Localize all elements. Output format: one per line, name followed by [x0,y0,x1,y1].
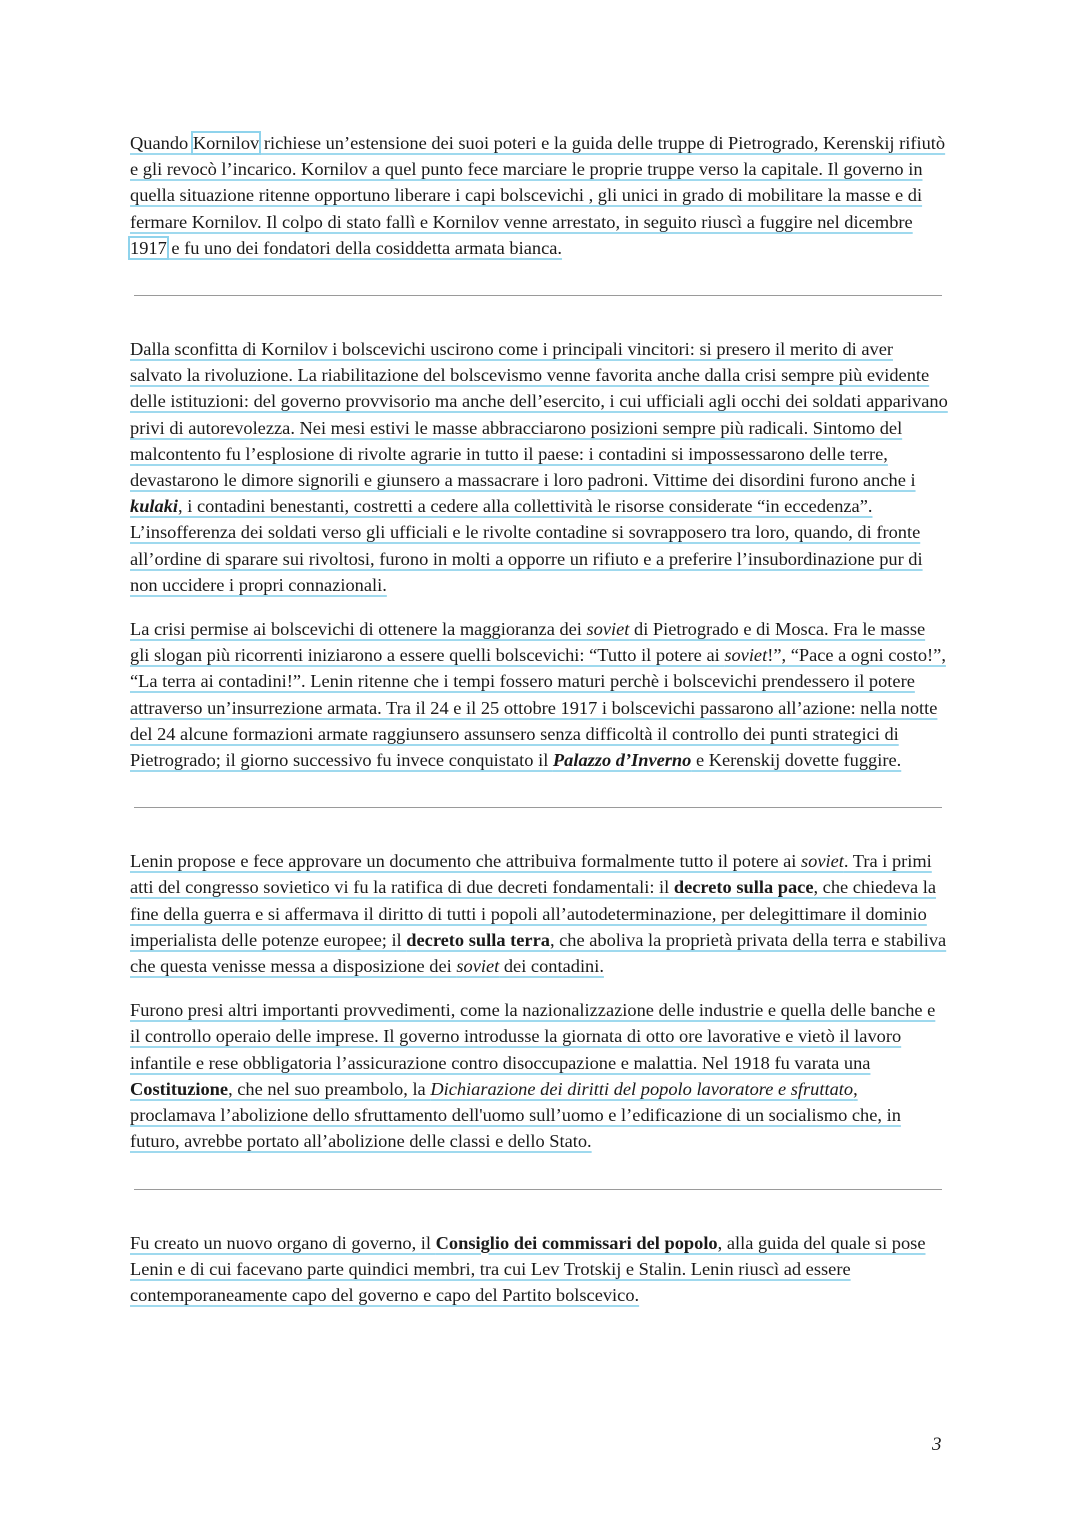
paragraph-bolshevik-victory: Dalla sconfitta di Kornilov i bolscevichi uscirono come i principali vincitori: si presero il merito di aver salvato la rivoluzione. La riabilitazione del bolscevismo venne favorita anche dalla crisi sempre più evidente delle istituzioni: del governo provvisorio ma anche dell’esercito, i cui ufficiali agli occhi dei soldati apparivano privi di autorevolezza. Nei mesi estivi le masse abbracciarono posizioni sempre più radicali. Sintomo del malcontento fu l’esplosione di rivolte agrarie in tutto il paese: i contadini si impossessarono delle terre, devastarono le dimore signorili e giunsero a massacrare i loro padroni. Vittime dei disordini furono anche i kulaki, i contadini benestanti, costretti a cedere alla collettività le risorse considerate “in eccedenza”. L’insofferenza dei soldati verso gli ufficiali e le rivolte contadine si sovrapposero tra loro, quando, di fronte all’ordine di sparare sui rivoltosi, furono in molti a opporre un rifiuto e a preferire l’insubordinazione pur di non uccidere i propri connazionali. [130,339,948,595]
paragraph-council: Fu creato un nuovo organo di governo, il Consiglio dei commissari del popolo, alla guida del quale si pose Lenin e di cui facevano parte quindici membri, tra cui Lev Trotskij e Stalin. Lenin riuscì ad essere contemporaneamente capo del governo e capo del Partito bolscevico. [130,1232,926,1305]
document-page [130,130,948,1308]
page-number: 3 [932,1434,942,1455]
section-3 [130,848,948,1154]
section-2 [130,336,948,773]
paragraph-constitution: Furono presi altri importanti provvedimenti, come la nazionalizzazione delle industrie e quella delle banche e il controllo operaio delle imprese. Il governo introdusse la giornata di otto ore lavorative e vietò il lavoro infantile e rese obbligatoria l’assicurazione contro disoccupazione e malattia. Nel 1918 fu varata una Costituzione, che nel suo preambolo, la Dichiarazione dei diritti del popolo lavoratore e sfruttato, proclamava l’abolizione dello sfruttamento dell'uomo sull’uomo e l’edificazione di un socialismo che, in futuro, avrebbe portato all’abolizione delle classi e dello Stato. [130,1000,936,1152]
section-1 [130,130,948,261]
paragraph-kornilov: Quando Kornilov richiese un’estensione dei suoi poteri e la guida delle truppe di Pietrogrado, Kerenskij rifiutò e gli revocò l’incarico. Kornilov a quel punto fece marciare le proprie truppe verso la capitale. Il governo in quella situazione ritenne opportuno liberare i capi bolscevichi , gli unici in grado di mobilitare la masse e di fermare Kornilov. Il colpo di stato fallì e Kornilov venne arrestato, in seguito riuscì a fuggire nel dicembre 1917 e fu uno dei fondatori della cosiddetta armata bianca. [130,133,946,258]
paragraph-decrees: Lenin propose e fece approvare un documento che attribuiva formalmente tutto il potere ai soviet. Tra i primi atti del congresso sovietico vi fu la ratifica di due decreti fondamentali: il decreto sulla pace, che chiedeva la fine della guerra e si affermava il diritto di tutti i popoli all’autodeterminazione, per delegittimare il dominio imperialista delle potenze europee; il decreto sulla terra, che aboliva la proprietà privata della terra e stabiliva che questa venisse messa a disposizione dei soviet dei contadini. [130,851,947,977]
section-4 [130,1230,948,1309]
paragraph-crisis-insurrection: La crisi permise ai bolscevichi di ottenere la maggioranza dei soviet di Pietrogrado e di Mosca. Fra le masse gli slogan più ricorrenti iniziarono a essere quelli bolscevichi: “Tutto il potere ai soviet!”, “Pace a ogni costo!”, “La terra ai contadini!”. Lenin ritenne che i tempi fossero maturi perchè i bolscevichi prendessero il potere attraverso un’insurrezione armata. Tra il 24 e il 25 ottobre 1917 i bolscevichi passarono all’azione: nella notte del 24 alcune formazioni armate raggiunsero assunsero senza difficoltà il controllo dei punti strategici di Pietrogrado; il giorno successivo fu invece conquistato il Palazzo d’Inverno e Kerenskij dovette fuggire. [130,619,946,771]
